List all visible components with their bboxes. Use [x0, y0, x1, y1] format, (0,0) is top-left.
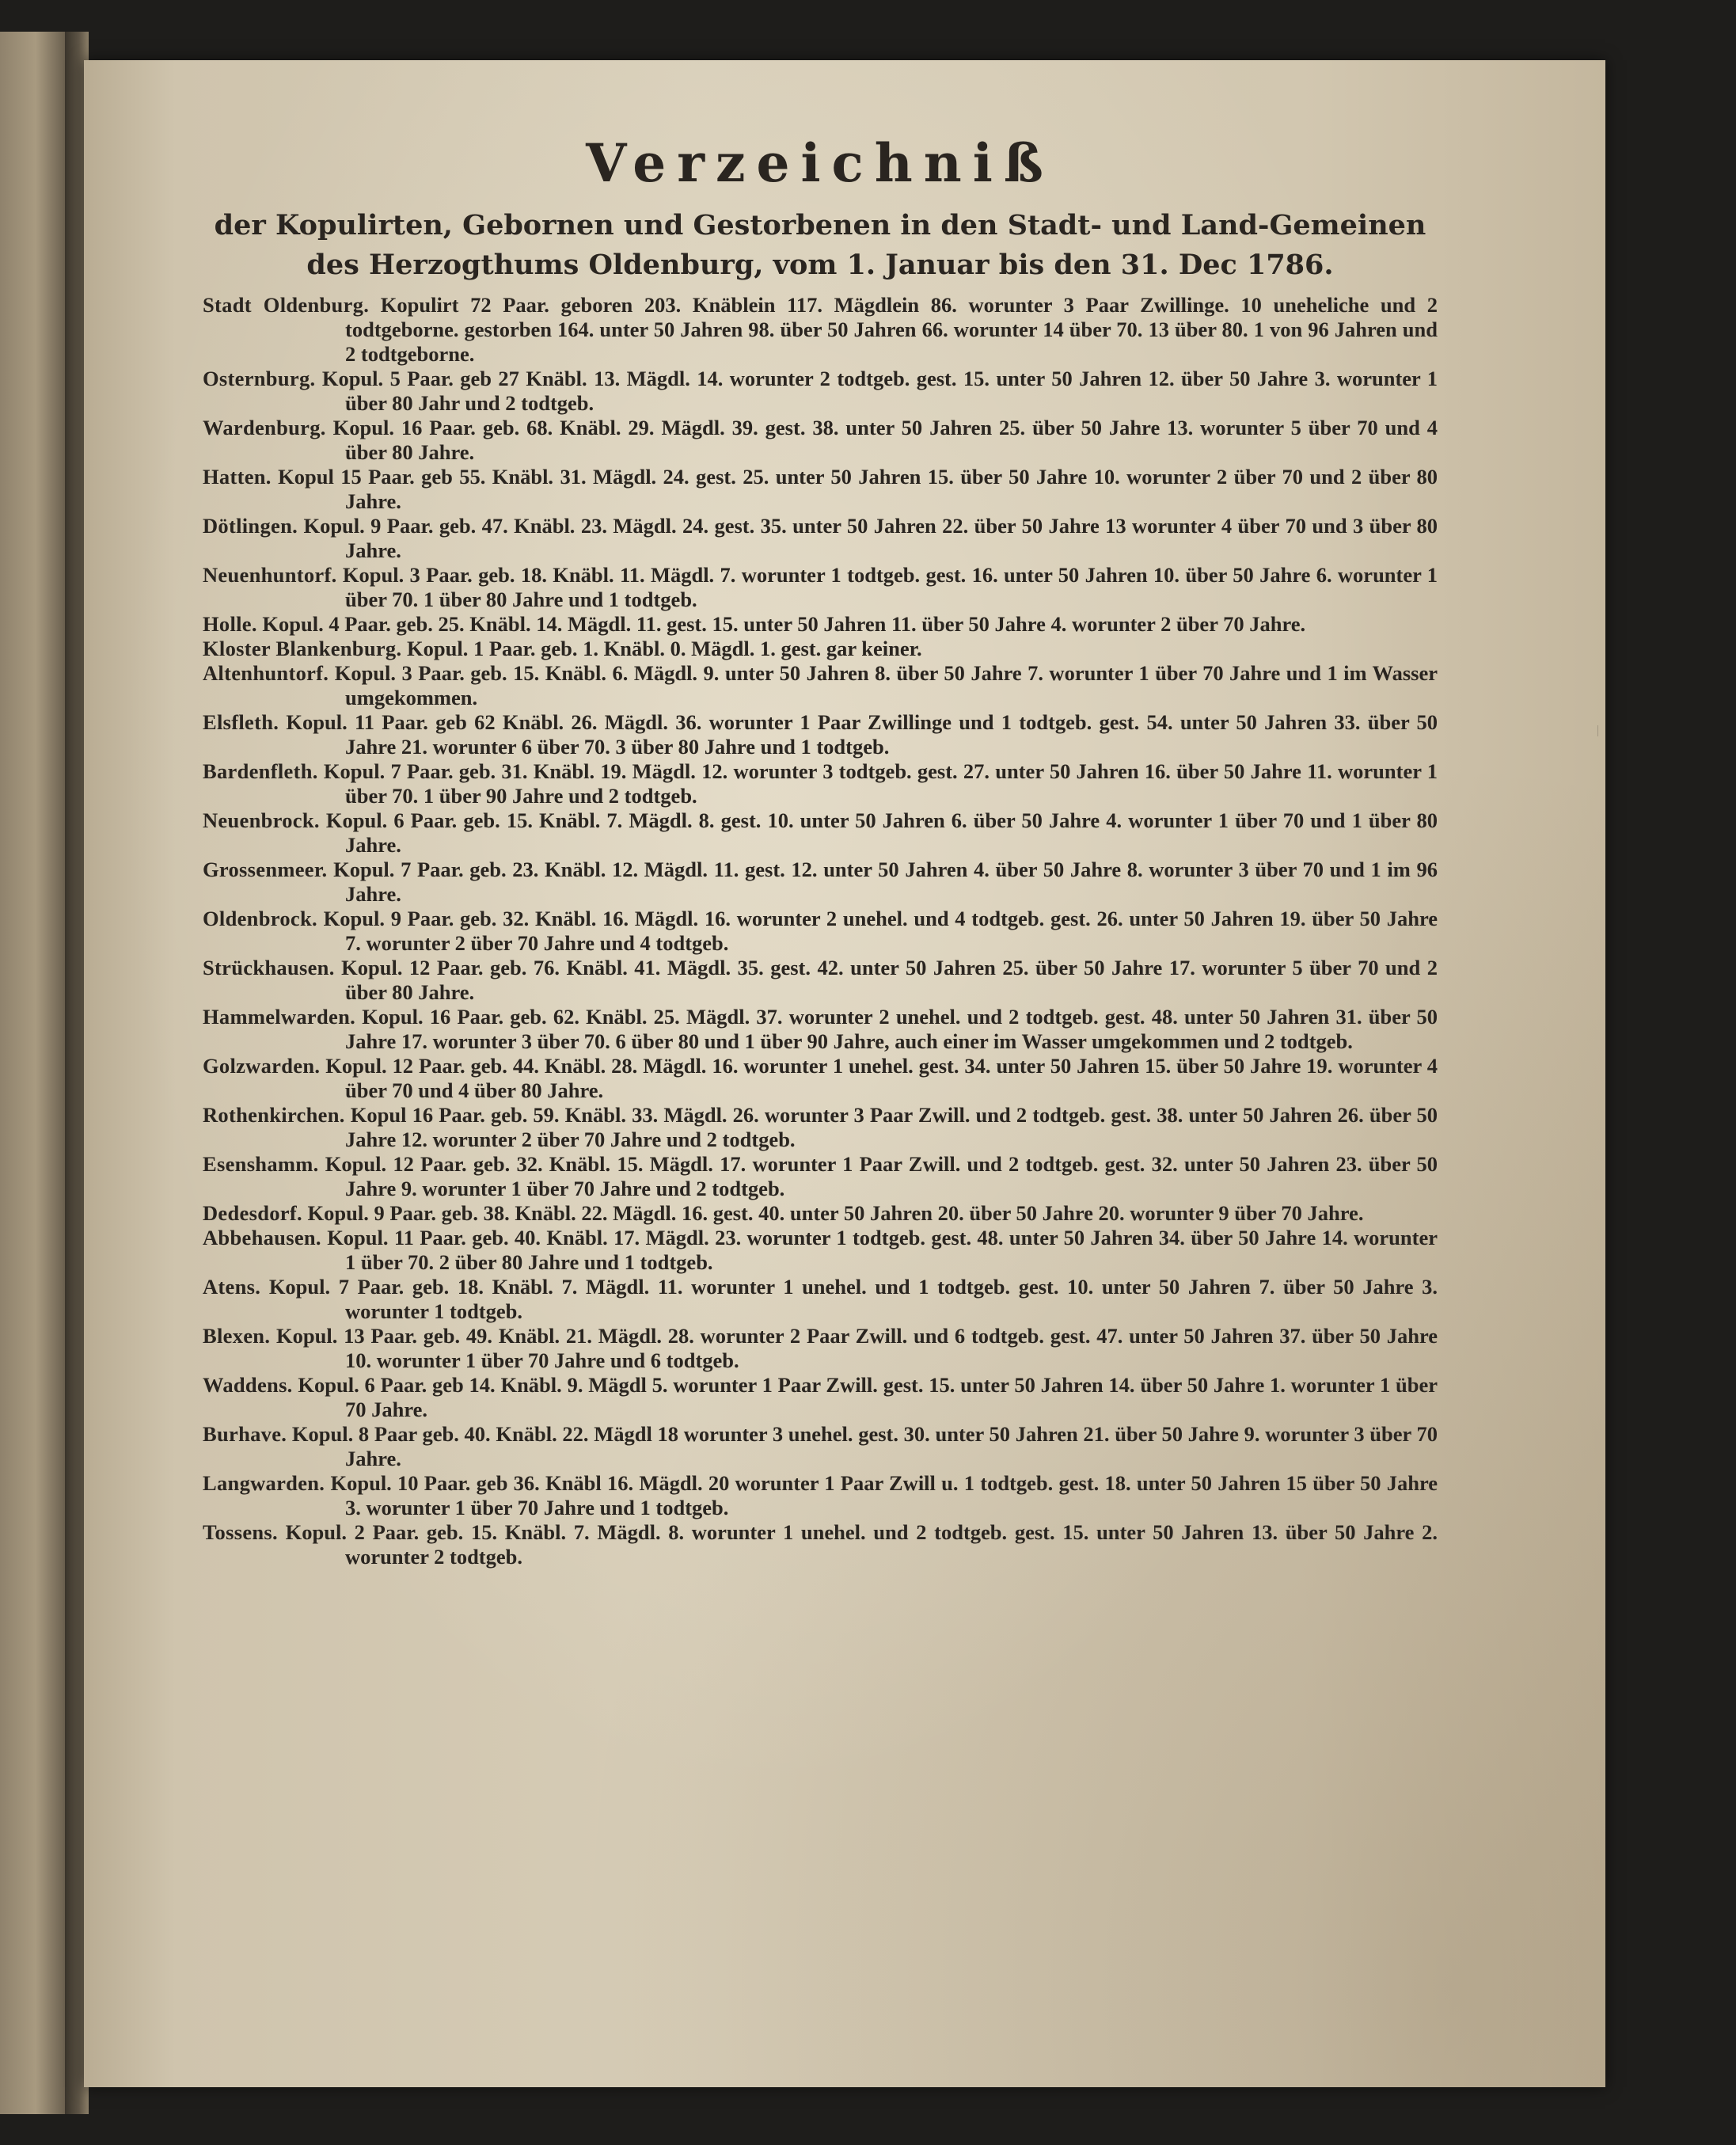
parish-entry: [203, 1054, 1438, 1103]
parish-entry: [203, 1152, 1438, 1201]
book-page: [84, 60, 1605, 2087]
parish-name: Blexen.: [203, 1324, 271, 1348]
parish-name: Langwarden.: [203, 1471, 325, 1495]
parish-statistics: Kopul. 11 Paar. geb. 40. Knäbl. 17. Mägdl. 23. worunter 1 todtgeb. gest. 48. unter 50 Jahren 34. über 50 Jahre 14. worunter 1 über 70. 2 über 80 Jahre und 1 todtgeb.: [327, 1226, 1438, 1274]
parish-entry: [203, 1324, 1438, 1373]
parish-name: Hatten.: [203, 465, 272, 489]
parish-statistics: Kopul. 8 Paar geb. 40. Knäbl. 22. Mägdl 18 worunter 3 unehel. gest. 30. unter 50 Jahren 21. über 50 Jahre 9. worunter 3 über 70 Jahre.: [291, 1422, 1438, 1470]
parish-entry: [203, 1373, 1438, 1422]
parish-entry: [203, 514, 1438, 563]
parish-name: Stadt Oldenburg.: [203, 293, 370, 317]
parish-entry: [203, 1201, 1438, 1226]
parish-entry: [203, 1422, 1438, 1471]
parish-entry: [203, 710, 1438, 759]
parish-entry: [203, 416, 1438, 465]
parish-statistics: Kopul 16 Paar. geb. 59. Knäbl. 33. Mägdl. 26. worunter 3 Paar Zwill. und 2 todtgeb. gest. 38. unter 50 Jahren 26. über 50 Jahre 12. worunter 2 über 70 Jahre und 2 todtgeb.: [345, 1103, 1438, 1151]
parish-statistics: Kopul. 1 Paar. geb. 1. Knäbl. 0. Mägdl. 1. gest. gar keiner.: [407, 637, 922, 660]
parish-statistics: Kopul. 5 Paar. geb 27 Knäbl. 13. Mägdl. 14. worunter 2 todtgeb. gest. 15. unter 50 Jahren 12. über 50 Jahre 3. worunter 1 über 80 Jahr und 2 todtgeb.: [321, 367, 1438, 415]
parish-entry: [203, 1275, 1438, 1324]
parish-list: [203, 293, 1438, 1569]
parish-statistics: Kopul. 6 Paar. geb 14. Knäbl. 9. Mägdl 5. worunter 1 Paar Zwill. gest. 15. unter 50 Jahren 14. über 50 Jahre 1. worunter 1 über 70 Jahre.: [298, 1373, 1438, 1421]
page-subtitle-line-1: der Kopulirten, Gebornen und Gestorbenen in den Stadt- und Land-Gemeinen: [214, 209, 1426, 242]
parish-entry: [203, 661, 1438, 710]
parish-statistics: Kopulirt 72 Paar. geboren 203. Knäblein 117. Mägdlein 86. worunter 3 Paar Zwillinge. 10 uneheliche und 2 todtgeborne. gestorben 164. unter 50 Jahren 98. über 50 Jahren 66. worunter 14 über 70. 13 über 80. 1 von 96 Jahren und 2 todtgeborne.: [345, 293, 1438, 366]
parish-name: Atens.: [203, 1275, 261, 1299]
parish-statistics: Kopul. 7 Paar. geb. 23. Knäbl. 12. Mägdl. 11. gest. 12. unter 50 Jahren 4. über 50 Jahre 8. worunter 3 über 70 und 1 im 96 Jahre.: [333, 858, 1438, 906]
parish-statistics: Kopul 15 Paar. geb 55. Knäbl. 31. Mägdl. 24. gest. 25. unter 50 Jahren 15. über 50 Jahre 10. worunter 2 über 70 und 2 über 80 Jahre.: [278, 465, 1438, 513]
page-title: Verzeichniß: [586, 132, 1054, 194]
parish-entry: [203, 907, 1438, 956]
facing-page-edge: [0, 32, 65, 2114]
parish-name: Neuenhuntorf.: [203, 563, 337, 587]
parish-statistics: Kopul. 6 Paar. geb. 15. Knäbl. 7. Mägdl. 8. gest. 10. unter 50 Jahren 6. über 50 Jahre 4. worunter 1 über 70 und 1 über 80 Jahre.: [325, 808, 1438, 857]
parish-statistics: Kopul. 11 Paar. geb 62 Knäbl. 26. Mägdl. 36. worunter 1 Paar Zwillinge und 1 todtgeb. gest. 54. unter 50 Jahren 33. über 50 Jahre 21. worunter 6 über 70. 3 über 80 Jahre und 1 todtgeb.: [286, 710, 1438, 759]
parish-name: Hammelwarden.: [203, 1005, 356, 1029]
parish-name: Tossens.: [203, 1520, 278, 1544]
parish-name: Golzwarden.: [203, 1054, 321, 1078]
parish-statistics: Kopul. 2 Paar. geb. 15. Knäbl. 7. Mägdl. 8. worunter 1 unehel. und 2 todtgeb. gest. 15. unter 50 Jahren 13. über 50 Jahre 2. worunter 2 todtgeb.: [285, 1520, 1438, 1569]
parish-name: Elsfleth.: [203, 710, 279, 734]
parish-name: Waddens.: [203, 1373, 293, 1397]
parish-entry: [203, 808, 1438, 858]
parish-entry: [203, 1103, 1438, 1152]
parish-name: Holle.: [203, 612, 257, 636]
parish-statistics: Kopul. 4 Paar. geb. 25. Knäbl. 14. Mägdl. 11. gest. 15. unter 50 Jahren 11. über 50 Jahre 4. worunter 2 über 70 Jahre.: [262, 612, 1306, 636]
parish-name: Dedesdorf.: [203, 1201, 302, 1225]
parish-entry: [203, 956, 1438, 1005]
parish-entry: [203, 759, 1438, 808]
pencil-mark: [1597, 725, 1603, 736]
parish-name: Burhave.: [203, 1422, 287, 1446]
parish-name: Dötlingen.: [203, 514, 298, 538]
parish-statistics: Kopul. 13 Paar. geb. 49. Knäbl. 21. Mägdl. 28. worunter 2 Paar Zwill. und 6 todtgeb. gest. 47. unter 50 Jahren 37. über 50 Jahre 10. worunter 1 über 70 Jahre und 6 todtgeb.: [276, 1324, 1438, 1372]
parish-name: Bardenfleth.: [203, 759, 318, 783]
parish-entry: [203, 367, 1438, 416]
parish-name: Grossenmeer.: [203, 858, 328, 881]
parish-name: Wardenburg.: [203, 416, 326, 439]
parish-statistics: Kopul. 12 Paar. geb. 32. Knäbl. 15. Mägdl. 17. worunter 1 Paar Zwill. und 2 todtgeb. gest. 32. unter 50 Jahren 23. über 50 Jahre 9. worunter 1 über 70 Jahre und 2 todtgeb.: [325, 1152, 1438, 1200]
parish-statistics: Kopul. 7 Paar. geb. 18. Knäbl. 7. Mägdl. 11. worunter 1 unehel. und 1 todtgeb. gest. 10. unter 50 Jahren 7. über 50 Jahre 3. worunter 1 todtgeb.: [268, 1275, 1438, 1323]
parish-statistics: Kopul. 9 Paar. geb. 38. Knäbl. 22. Mägdl. 16. gest. 40. unter 50 Jahren 20. über 50 Jahre 20. worunter 9 über 70 Jahre.: [307, 1201, 1364, 1225]
parish-name: Osternburg.: [203, 367, 316, 390]
parish-entry: [203, 858, 1438, 907]
parish-statistics: Kopul. 12 Paar. geb. 44. Knäbl. 28. Mägdl. 16. worunter 1 unehel. gest. 34. unter 50 Jahren 15. über 50 Jahre 19. worunter 4 über 70 und 4 über 80 Jahre.: [325, 1054, 1438, 1102]
parish-statistics: Kopul. 9 Paar. geb. 32. Knäbl. 16. Mägdl. 16. worunter 2 unehel. und 4 todtgeb. gest. 26. unter 50 Jahren 19. über 50 Jahre 7. worunter 2 über 70 Jahre und 4 todtgeb.: [323, 907, 1438, 955]
parish-name: Abbehausen.: [203, 1226, 321, 1249]
parish-entry: [203, 293, 1438, 367]
parish-statistics: Kopul. 10 Paar. geb 36. Knäbl 16. Mägdl. 20 worunter 1 Paar Zwill u. 1 todtgeb. gest. 18. unter 50 Jahren 15 über 50 Jahre 3. worunter 1 über 70 Jahre und 1 todtgeb.: [330, 1471, 1438, 1519]
parish-statistics: Kopul. 9 Paar. geb. 47. Knäbl. 23. Mägdl. 24. gest. 35. unter 50 Jahren 22. über 50 Jahre 13 worunter 4 über 70 und 3 über 80 Jahre.: [303, 514, 1438, 562]
parish-name: Neuenbrock.: [203, 808, 320, 832]
page-content: [203, 131, 1438, 1569]
parish-entry: [203, 1226, 1438, 1275]
parish-name: Esenshamm.: [203, 1152, 319, 1176]
parish-statistics: Kopul. 3 Paar. geb. 15. Knäbl. 6. Mägdl. 9. unter 50 Jahren 8. über 50 Jahre 7. worunter 1 über 70 Jahre und 1 im Wasser umgekommen.: [334, 661, 1438, 709]
parish-entry: [203, 1471, 1438, 1520]
parish-entry: [203, 1520, 1438, 1569]
page-subtitle-line-2: des Herzogthums Oldenburg, vom 1. Januar bis den 31. Dec 1786.: [306, 249, 1334, 281]
parish-entry: [203, 563, 1438, 612]
parish-statistics: Kopul. 3 Paar. geb. 18. Knäbl. 11. Mägdl. 7. worunter 1 todtgeb. gest. 16. unter 50 Jahren 10. über 50 Jahre 6. worunter 1 über 70. 1 über 80 Jahre und 1 todtgeb.: [342, 563, 1438, 611]
parish-entry: [203, 465, 1438, 514]
parish-name: Altenhuntorf.: [203, 661, 329, 685]
parish-statistics: Kopul. 16 Paar. geb. 62. Knäbl. 25. Mägdl. 37. worunter 2 unehel. und 2 todtgeb. gest. 48. unter 50 Jahren 31. über 50 Jahre 17. worunter 3 über 70. 6 über 80 und 1 über 90 Jahre, auch einer im Wasser umgekommen und 2 todtgeb.: [345, 1005, 1438, 1053]
parish-statistics: Kopul. 12 Paar. geb. 76. Knäbl. 41. Mägdl. 35. gest. 42. unter 50 Jahren 25. über 50 Jahre 17. worunter 5 über 70 und 2 über 80 Jahre.: [341, 956, 1438, 1004]
parish-name: Kloster Blankenburg.: [203, 637, 402, 660]
parish-statistics: Kopul. 7 Paar. geb. 31. Knäbl. 19. Mägdl. 12. worunter 3 todtgeb. gest. 27. unter 50 Jahren 16. über 50 Jahre 11. worunter 1 über 70. 1 über 90 Jahre und 2 todtgeb.: [323, 759, 1438, 808]
parish-name: Strückhausen.: [203, 956, 335, 979]
parish-statistics: Kopul. 16 Paar. geb. 68. Knäbl. 29. Mägdl. 39. gest. 38. unter 50 Jahren 25. über 50 Jahre 13. worunter 5 über 70 und 4 über 80 Jahre.: [332, 416, 1438, 464]
parish-name: Oldenbrock.: [203, 907, 317, 930]
parish-name: Rothenkirchen.: [203, 1103, 345, 1127]
parish-entry: [203, 1005, 1438, 1054]
parish-entry: [203, 637, 1438, 661]
parish-entry: [203, 612, 1438, 637]
